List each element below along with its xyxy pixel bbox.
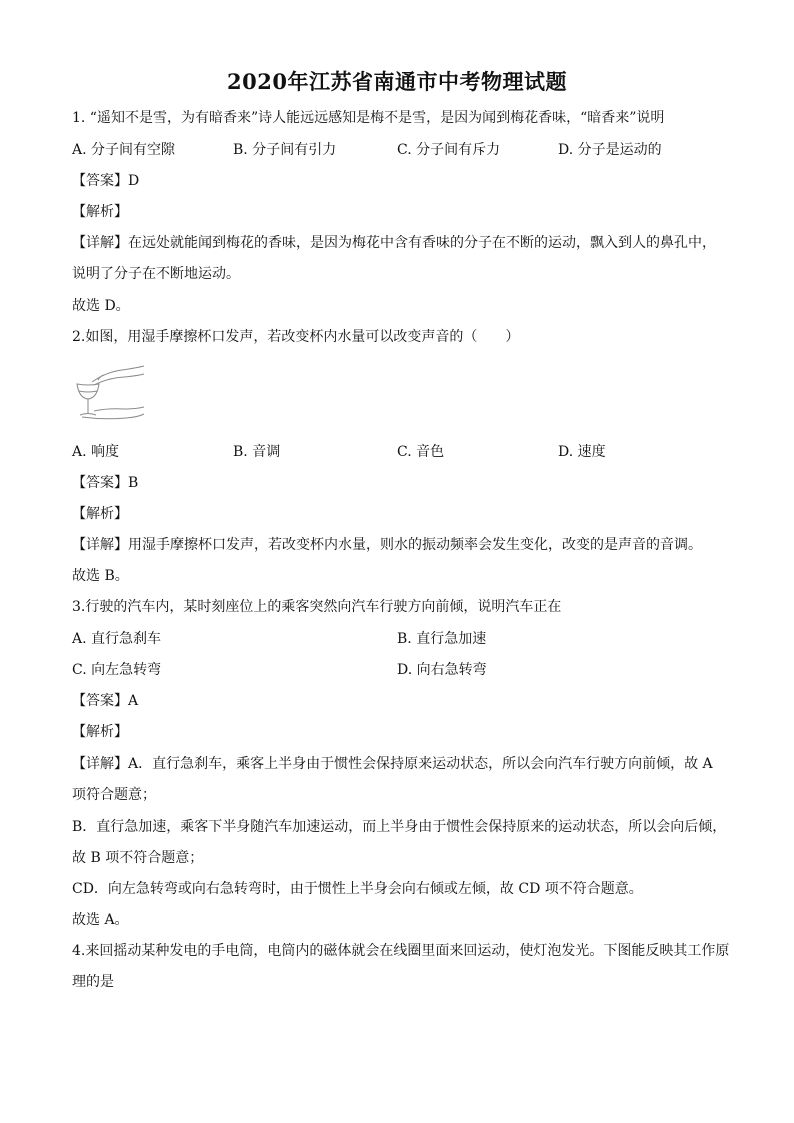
q1-answer: 【答案】D — [72, 173, 140, 189]
q1-detail-line-1: 【详解】在远处就能闻到梅花的香味，是因为梅花中含有香味的分子在不断的运动，飘入到人的鼻孔中， — [72, 235, 716, 251]
page-title: 2020年江苏省南通市中考物理试题 — [227, 69, 567, 94]
q2-option-c: C. 音色 — [397, 444, 445, 460]
q2-answer: 【答案】B — [72, 475, 139, 491]
q1-option-c: C. 分子间有斥力 — [397, 142, 501, 158]
q3-conclusion: 故选 A。 — [72, 912, 129, 928]
q2-detail-line-1: 【详解】用湿手摩擦杯口发声，若改变杯内水量，则水的振动频率会发生变化，改变的是声音的音调。 — [72, 537, 702, 553]
q1-conclusion: 故选 D。 — [72, 298, 130, 314]
q1-option-b: B. 分子间有引力 — [233, 142, 337, 158]
q3-option-d: D. 向右急转弯 — [397, 662, 487, 678]
q1-detail-line-2: 说明了分子在不断地运动。 — [72, 266, 240, 282]
q1-stem: 1. “遥知不是雪，为有暗香来”诗人能远远感知是梅不是雪，是因为闻到梅花香味，“暗香来”说明 — [72, 110, 665, 126]
q4-stem-line-2: 理的是 — [72, 974, 114, 990]
q3-option-c: C. 向左急转弯 — [72, 662, 162, 678]
q3-stem: 3.行驶的汽车内，某时刻座位上的乘客突然向汽车行驶方向前倾，说明汽车正在 — [72, 599, 562, 615]
q2-option-b: B. 音调 — [233, 444, 281, 460]
q3-detail-line-5: CD．向左急转弯或向右急转弯时，由于惯性上半身会向右倾或左倾，故 CD 项不符合题意。 — [72, 881, 643, 897]
q1-analysis: 【解析】 — [72, 204, 128, 220]
q2-analysis: 【解析】 — [72, 506, 128, 522]
q3-detail-line-1: 【详解】A．直行急刹车，乘客上半身由于惯性会保持原来运动状态，所以会向汽车行驶方向前倾，故 A — [72, 756, 713, 772]
q2-conclusion: 故选 B。 — [72, 568, 129, 584]
q3-analysis: 【解析】 — [72, 724, 128, 740]
q2-option-a: A. 响度 — [72, 444, 120, 460]
q3-detail-line-2: 项符合题意； — [72, 787, 156, 803]
q3-detail-line-4: 故 B 项不符合题意； — [72, 850, 204, 866]
q2-option-d: D. 速度 — [558, 444, 606, 460]
q2-stem: 2.如图，用湿手摩擦杯口发声，若改变杯内水量可以改变声音的（ ） — [72, 329, 520, 345]
q4-stem-line-1: 4.来回摇动某种发电的手电筒，电筒内的磁体就会在线圈里面来回运动，使灯泡发光。下图能反映其工作原 — [72, 943, 730, 959]
q3-detail-line-3: B．直行急加速，乘客下半身随汽车加速运动，而上半身由于惯性会保持原来的运动状态，所以会向后倾， — [72, 819, 727, 835]
q1-option-a: A. 分子间有空隙 — [72, 142, 176, 158]
q3-option-b: B. 直行急加速 — [397, 631, 487, 647]
glass-rubbing-figure — [74, 362, 146, 422]
q3-option-a: A. 直行急刹车 — [72, 631, 162, 647]
q3-answer: 【答案】A — [72, 693, 139, 709]
q1-option-d: D. 分子是运动的 — [558, 142, 662, 158]
